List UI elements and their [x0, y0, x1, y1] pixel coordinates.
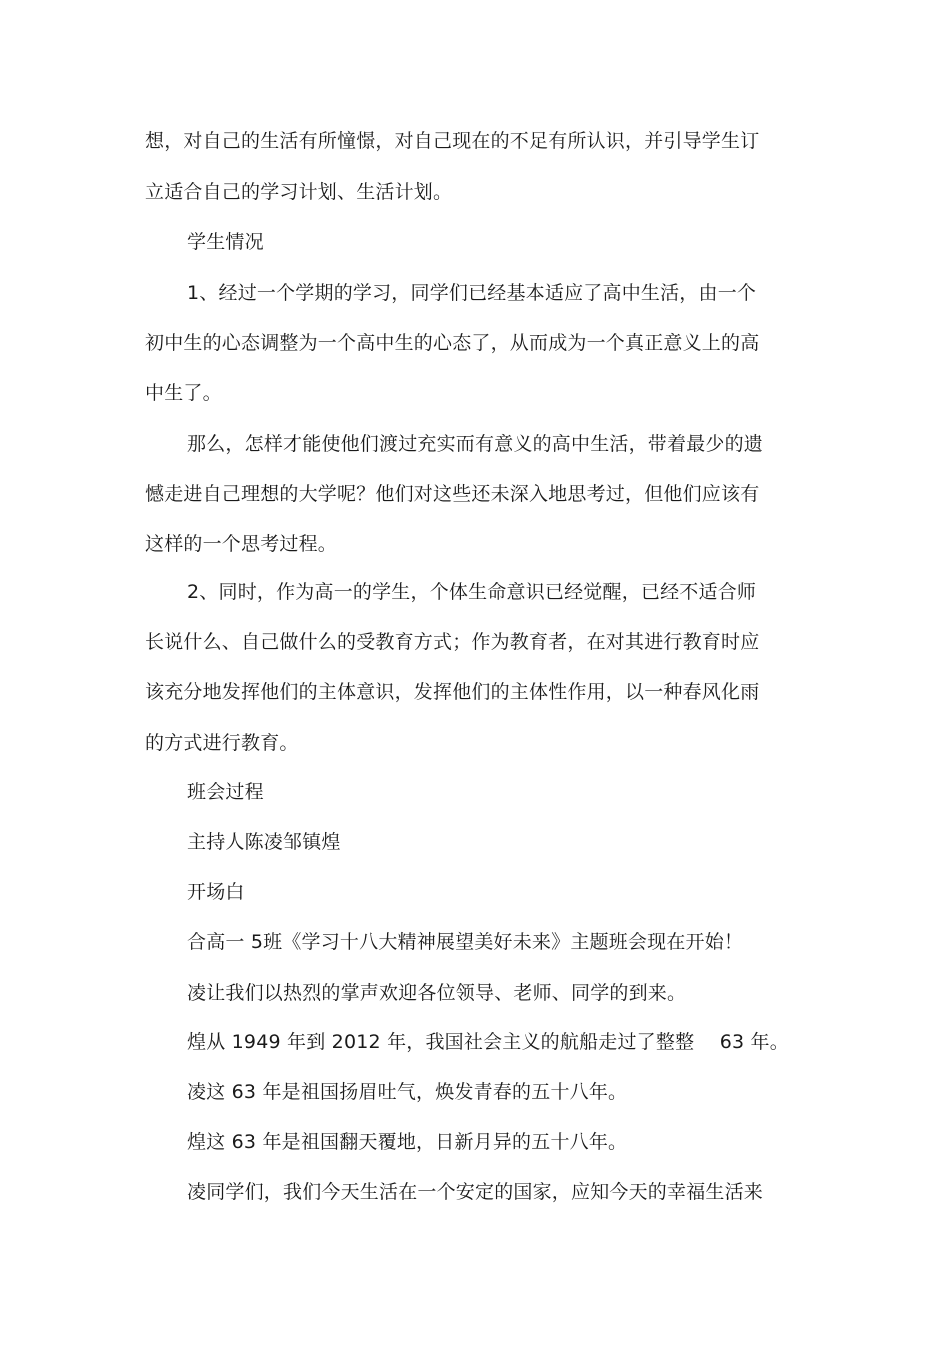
dialogue-line: 凌同学们，我们今天生活在一个安定的国家，应知今天的幸福生活来 [187, 1181, 764, 1203]
paragraph-line: 该充分地发挥他们的主体意识，发挥他们的主体性作用，以一种春风化雨 [145, 681, 760, 703]
dialogue-line: 凌这 63 年是祖国扬眉吐气，焕发青春的五十八年。 [187, 1081, 628, 1103]
paragraph-line: 立适合自己的学习计划、生活计划。 [145, 181, 453, 203]
dialogue-line: 煌从 1949 年到 2012 年，我国社会主义的航船走过了整整 63 年。 [187, 1031, 789, 1053]
paragraph-line: 那么，怎样才能使他们渡过充实而有意义的高中生活，带着最少的遗 [187, 433, 764, 455]
hosts-line: 主持人陈凌邹镇煌 [187, 831, 341, 853]
section-heading-meeting-process: 班会过程 [187, 781, 264, 803]
dialogue-line: 煌这 63 年是祖国翻天覆地，日新月异的五十八年。 [187, 1131, 628, 1153]
dialogue-line: 合高一 5班《学习十八大精神展望美好未来》主题班会现在开始！ [187, 931, 744, 953]
paragraph-line: 想，对自己的生活有所憧憬，对自己现在的不足有所认识，并引导学生订 [145, 130, 760, 152]
paragraph-line: 这样的一个思考过程。 [145, 533, 338, 555]
paragraph-line: 长说什么、自己做什么的受教育方式；作为教育者，在对其进行教育时应 [145, 631, 760, 653]
paragraph-line: 2、同时，作为高一的学生，个体生命意识已经觉醒，已经不适合师 [187, 581, 757, 603]
paragraph-line: 初中生的心态调整为一个高中生的心态了，从而成为一个真正意义上的高 [145, 332, 760, 354]
paragraph-line: 憾走进自己理想的大学呢？他们对这些还未深入地思考过，但他们应该有 [145, 483, 760, 505]
section-heading-student-situation: 学生情况 [187, 231, 264, 253]
paragraph-line: 的方式进行教育。 [145, 732, 299, 754]
section-heading-opening: 开场白 [187, 881, 245, 903]
paragraph-line: 1、经过一个学期的学习，同学们已经基本适应了高中生活，由一个 [187, 282, 757, 304]
dialogue-line: 凌让我们以热烈的掌声欢迎各位领导、老师、同学的到来。 [187, 982, 687, 1004]
paragraph-line: 中生了。 [145, 382, 222, 404]
